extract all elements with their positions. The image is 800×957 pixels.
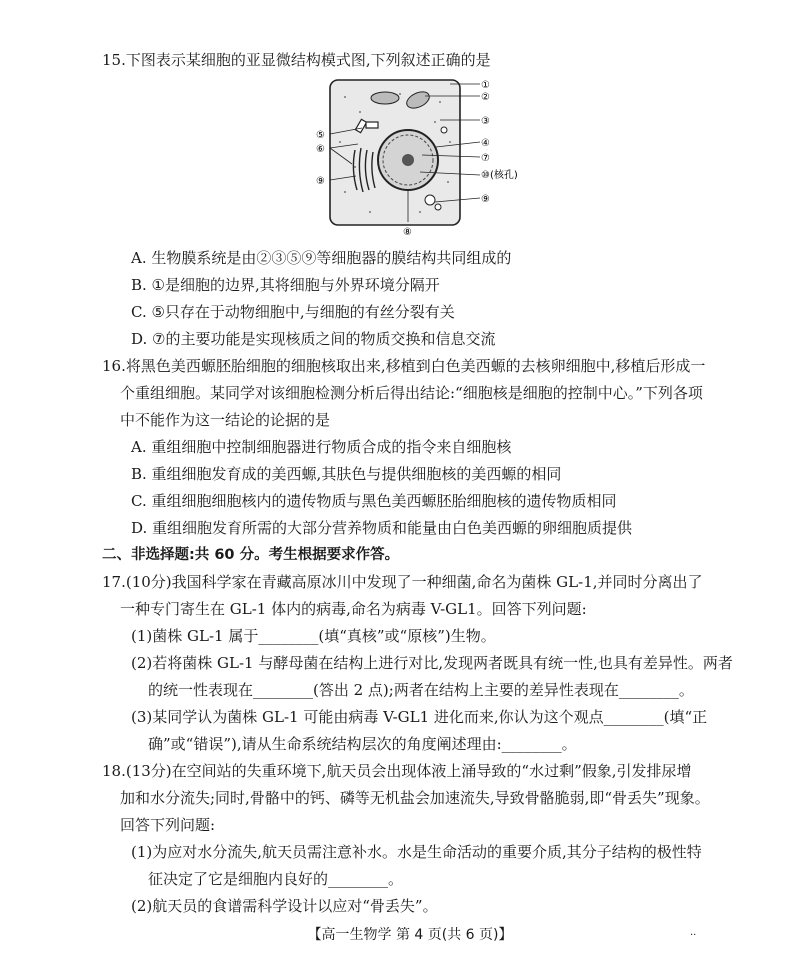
label-2: ② (481, 92, 490, 103)
q15-option-d: D. ⑦的主要功能是实现核质之间的物质交换和信息交流 (131, 330, 496, 348)
q17-part-3-line-1: (3)某同学认为菌株 GL-1 可能由病毒 V-GL1 进化而来,你认为这个观点________(填“正 (131, 708, 708, 726)
label-10: ⑩(核孔) (481, 170, 518, 181)
cell-structure-diagram (300, 72, 520, 242)
label-5: ⑤ (316, 130, 325, 141)
q16-option-a: A. 重组细胞中控制细胞器进行物质合成的指令来自细胞核 (131, 438, 512, 456)
q15-option-c: C. ⑤只存在于动物细胞中,与细胞的有丝分裂有关 (131, 303, 455, 321)
label-8: ⑧ (403, 227, 412, 238)
label-6: ⑥ (316, 144, 325, 155)
q17-part-2-line-1: (2)若将菌株 GL-1 与酵母菌在结构上进行对比,发现两者既具有统一性,也具有差异性。两者 (131, 654, 733, 672)
page-footer: 【高一生物学 第 4 页(共 6 页)】 (307, 927, 513, 943)
q15-option-b: B. ①是细胞的边界,其将细胞与外界环境分隔开 (131, 276, 440, 294)
q17-part-1: (1)菌株 GL-1 属于________(填“真核”或“原核”)生物。 (131, 627, 496, 645)
q16-option-c: C. 重组细胞细胞核内的遗传物质与黑色美西螈胚胎细胞核的遗传物质相同 (131, 492, 617, 510)
q18-part-1-line-1: (1)为应对水分流失,航天员需注意补水。水是生命活动的重要介质,其分子结构的极性特 (131, 843, 702, 861)
label-1: ① (481, 80, 490, 91)
q16-option-b: B. 重组细胞发育成的美西螈,其肤色与提供细胞核的美西螈的相同 (131, 465, 562, 483)
label-3: ③ (481, 116, 490, 127)
q18-stem-line-3: 回答下列问题: (120, 816, 216, 834)
q16-option-d: D. 重组细胞发育所需的大部分营养物质和能量由白色美西螈的卵细胞质提供 (131, 519, 633, 537)
q18-stem-line-1: 18.(13分)在空间站的失重环境下,航天员会出现体液上涌导致的“水过剩”假象,引发排尿增 (102, 762, 692, 780)
label-7: ⑦ (481, 153, 490, 164)
section-heading: 二、非选择题:共 60 分。考生根据要求作答。 (102, 547, 400, 563)
q17-part-2-line-2: 的统一性表现在________(答出 2 点);两者在结构上主要的差异性表现在________。 (148, 681, 694, 699)
q15-stem: 15.下图表示某细胞的亚显微结构模式图,下列叙述正确的是 (102, 51, 491, 69)
corner-mark: ·· (690, 930, 697, 941)
q16-stem-line-2: 个重组细胞。某同学对该细胞检测分析后得出结论:“细胞核是细胞的控制中心。”下列各项 (120, 384, 703, 402)
q17-part-3-line-2: 确”或“错误”),请从生命系统结构层次的角度阐述理由:________。 (148, 735, 577, 753)
q18-part-1-line-2: 征决定了它是细胞内良好的________。 (148, 870, 404, 888)
q17-stem-line-2: 一种专门寄生在 GL-1 体内的病毒,命名为病毒 V-GL1。回答下列问题: (120, 600, 587, 618)
q16-stem-line-3: 中不能作为这一结论的论据的是 (120, 411, 331, 429)
q18-stem-line-2: 加和水分流失;同时,骨骼中的钙、磷等无机盐会加速流失,导致骨骼脆弱,即“骨丢失”现象。 (120, 789, 710, 807)
q16-stem-line-1: 16.将黑色美西螈胚胎细胞的细胞核取出来,移植到白色美西螈的去核卵细胞中,移植后形成一 (102, 357, 706, 375)
q17-stem-line-1: 17.(10分)我国科学家在青藏高原冰川中发现了一种细菌,命名为菌株 GL-1,并同时分离出了 (102, 573, 703, 591)
label-9-left: ⑨ (316, 176, 325, 187)
nucleolus (402, 154, 414, 166)
label-4: ④ (481, 138, 490, 149)
q15-option-a: A. 生物膜系统是由②③⑤⑨等细胞器的膜结构共同组成的 (131, 249, 512, 267)
q18-part-2: (2)航天员的食谱需科学设计以应对“骨丢失”。 (131, 897, 438, 915)
label-9-right: ⑨ (481, 194, 490, 205)
